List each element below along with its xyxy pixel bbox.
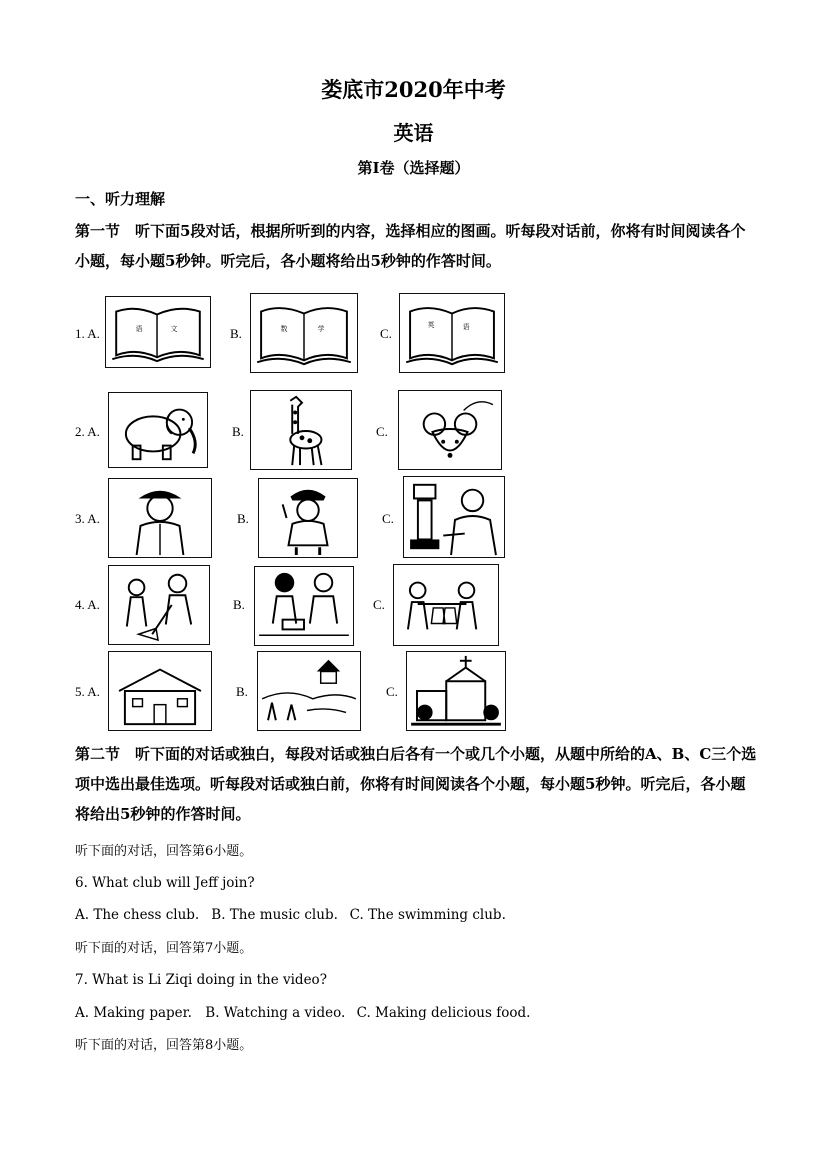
q6-intro: 听下面的对话，回答第6小题。 <box>75 844 253 859</box>
book-word-1: 数 <box>280 325 288 334</box>
q5-option-c-picture[interactable] <box>406 651 506 731</box>
q4-label-b: B. <box>233 597 245 612</box>
q4-option-c-picture[interactable] <box>393 564 499 646</box>
q7-option-a[interactable]: A. Making paper. <box>75 1005 192 1021</box>
children-planting-icon <box>255 567 353 645</box>
q5-option-a-picture[interactable] <box>108 651 212 731</box>
q4-option-b-picture[interactable] <box>254 566 354 646</box>
q4-option-a-picture[interactable] <box>108 565 210 645</box>
q7-options <box>75 1004 530 1022</box>
q2-label-c: C. <box>376 424 388 439</box>
q6-option-a[interactable]: A. The chess club. <box>75 907 200 923</box>
q6-option-b[interactable]: B. The music club. <box>211 907 338 923</box>
part1-instructions: 第一节 听下面5段对话，根据所听到的内容，选择相应的图画。听每段对话前，你将有时间阅读各个小题，每小题5秒钟。听完后，各小题将给出5秒钟的作答时间。 <box>75 222 746 270</box>
book-word-1: 语 <box>135 325 143 334</box>
q4-label-c: C. <box>373 597 385 612</box>
q2-option-c-picture[interactable] <box>398 390 502 470</box>
q5-option-b-picture[interactable] <box>257 651 361 731</box>
q1-option-c-picture[interactable] <box>399 293 505 373</box>
q7-intro: 听下面的对话，回答第7小题。 <box>75 941 253 956</box>
q7-option-c[interactable]: C. Making delicious food. <box>356 1005 531 1021</box>
q1-label-a: 1. A. <box>75 326 100 341</box>
section-heading: 一、听力理解 <box>75 190 166 208</box>
book-word-2: 文 <box>170 325 178 334</box>
q8-intro: 听下面的对话，回答第8小题。 <box>75 1038 253 1053</box>
q6-options <box>75 906 506 924</box>
children-carrying-water-icon <box>394 565 498 645</box>
book-word-2: 学 <box>317 325 325 334</box>
scientist-icon <box>404 477 504 557</box>
q1-option-b-picture[interactable] <box>250 293 358 373</box>
page-title: 娄底市2020年中考 <box>321 77 506 102</box>
q2-label-a: 2. A. <box>75 424 100 439</box>
q6-question: 6. What club will Jeff join? <box>75 875 255 891</box>
q2-option-a-picture[interactable] <box>108 392 208 468</box>
park-scene-icon <box>258 652 360 730</box>
q1-label-c: C. <box>380 326 392 341</box>
subject-title: 英语 <box>393 121 434 145</box>
q3-label-a: 3. A. <box>75 511 100 526</box>
children-sweeping-icon <box>109 566 209 644</box>
elephant-icon <box>109 393 207 467</box>
q4-label-a: 4. A. <box>75 597 100 612</box>
volume-title: 第Ⅰ卷（选择题） <box>357 159 470 177</box>
giraffe-icon <box>251 391 351 469</box>
q5-label-a: 5. A. <box>75 684 100 699</box>
book-word-2: 语 <box>462 323 470 332</box>
book-word-1: 英 <box>427 321 435 330</box>
q7-question: 7. What is Li Ziqi doing in the video? <box>75 972 327 988</box>
worker-icon <box>109 479 211 557</box>
mouse-icon <box>399 391 501 469</box>
q3-option-b-picture[interactable] <box>258 478 358 558</box>
church-building-icon <box>407 652 505 730</box>
police-officer-icon <box>259 479 357 557</box>
q3-label-b: B. <box>237 511 249 526</box>
q1-option-a-picture[interactable] <box>105 296 211 368</box>
q2-label-b: B. <box>232 424 244 439</box>
q3-option-c-picture[interactable] <box>403 476 505 558</box>
q5-label-b: B. <box>236 684 248 699</box>
q6-option-c[interactable]: C. The swimming club. <box>349 907 506 923</box>
q2-option-b-picture[interactable] <box>250 390 352 470</box>
q3-label-c: C. <box>382 511 394 526</box>
q3-option-a-picture[interactable] <box>108 478 212 558</box>
school-building-icon <box>109 652 211 730</box>
q1-label-b: B. <box>230 326 242 341</box>
q5-label-c: C. <box>386 684 398 699</box>
q7-option-b[interactable]: B. Watching a video. <box>205 1005 346 1021</box>
part2-instructions: 第二节 听下面的对话或独白，每段对话或独白后各有一个或几个小题，从题中所给的A、B、C三个选项中选出最佳选项。听每段对话或独白前，你将有时间阅读各个小题，每小题5秒钟。听完后，各小题将给出5秒钟的作答时间。 <box>75 745 757 823</box>
